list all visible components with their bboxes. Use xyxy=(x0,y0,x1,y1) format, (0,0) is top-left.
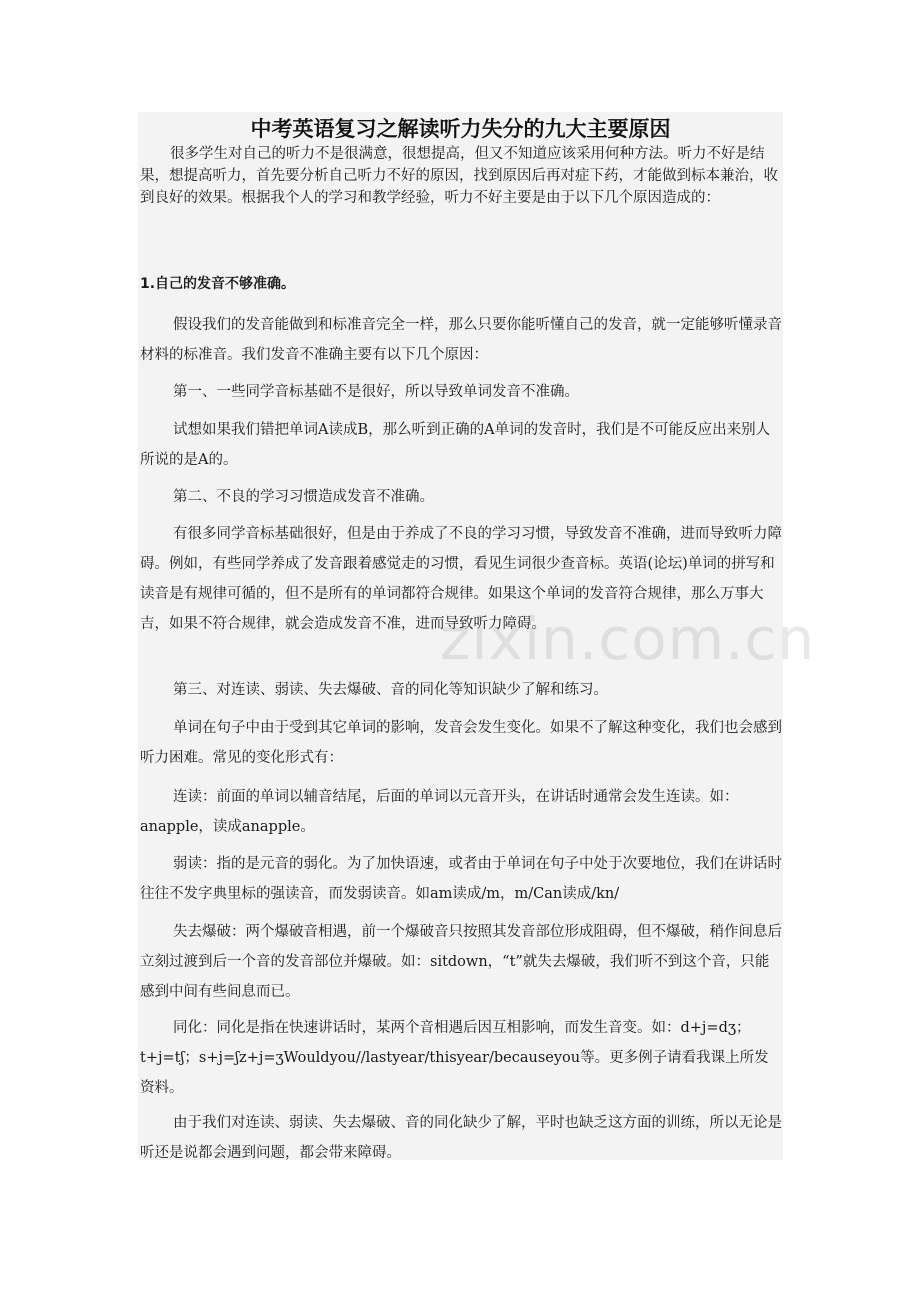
section-heading: 1.自己的发音不够准确。 xyxy=(140,276,296,292)
paragraph: 有很多同学音标基础很好，但是由于养成了不良的学习习惯，导致发音不准确，进而导致听力障碍。例如，有些同学养成了发音跟着感觉走的习惯，看见生词很少查音标。英语(论坛)单词的拼写和读音是有规律可循的，但不是所有的单词都符合规律。如果这个单词的发音符合规律，那么万事大吉，如果不符合规律，就会造成发音不准，进而导致听力障碍。 xyxy=(140,526,782,632)
paragraph: 失去爆破：两个爆破音相遇，前一个爆破音只按照其发音部位形成阻碍，但不爆破，稍作间息后立刻过渡到后一个音的发音部位并爆破。如：sitdown，“t”就失去爆破，我们听不到这个音，只能感到中间有些间息而已。 xyxy=(140,924,782,1000)
paragraph: 第二、不良的学习习惯造成发音不准确。 xyxy=(173,489,434,505)
intro-paragraph: 很多学生对自己的听力不是很满意，很想提高，但又不知道应该采用何种方法。听力不好是结果，想提高听力，首先要分析自己听力不好的原因，找到原因后再对症下药，才能做到标本兼治，收到良好的效果。根据我个人的学习和教学经验，听力不好主要是由于以下几个原因造成的： xyxy=(140,146,778,206)
paragraph: 单词在句子中由于受到其它单词的影响，发音会发生变化。如果不了解这种变化，我们也会感到听力困难。常见的变化形式有： xyxy=(140,720,782,766)
paragraph: 弱读：指的是元音的弱化。为了加快语速，或者由于单词在句子中处于次要地位，我们在讲话时往往不发字典里标的强读音，而发弱读音。如am读成/m，m/Can读成/kn/ xyxy=(140,856,782,902)
paragraph: 第三、对连读、弱读、失去爆破、音的同化等知识缺少了解和练习。 xyxy=(173,682,608,698)
paragraph: 假设我们的发音能做到和标准音完全一样，那么只要你能听懂自己的发音，就一定能够听懂录音材料的标准音。我们发音不准确主要有以下几个原因： xyxy=(140,317,782,363)
paragraph: 试想如果我们错把单词A读成B，那么听到正确的A单词的发音时，我们是不可能反应出来别人所说的是A的。 xyxy=(140,422,771,468)
paragraph: 连读：前面的单词以辅音结尾，后面的单词以元音开头，在讲话时通常会发生连读。如：anapple，读成anapple。 xyxy=(140,789,739,835)
document-title: 中考英语复习之解读听力失分的九大主要原因 xyxy=(250,117,671,141)
watermark: zixin.com.cn xyxy=(440,605,816,673)
paragraph: 第一、一些同学音标基础不是很好，所以导致单词发音不准确。 xyxy=(173,384,579,400)
paragraph: 同化：同化是指在快速讲话时，某两个音相遇后因互相影响，而发生音变。如：d+j=dʒ；t+j=tʃ；s+j=ʃz+j=ʒWouldyou//lastyear/thisyear/becauseyou等。更多例子请看我课上所发资料。 xyxy=(140,1020,769,1096)
paragraph: 由于我们对连读、弱读、失去爆破、音的同化缺少了解，平时也缺乏这方面的训练，所以无论是听还是说都会遇到问题，都会带来障碍。 xyxy=(140,1115,782,1161)
